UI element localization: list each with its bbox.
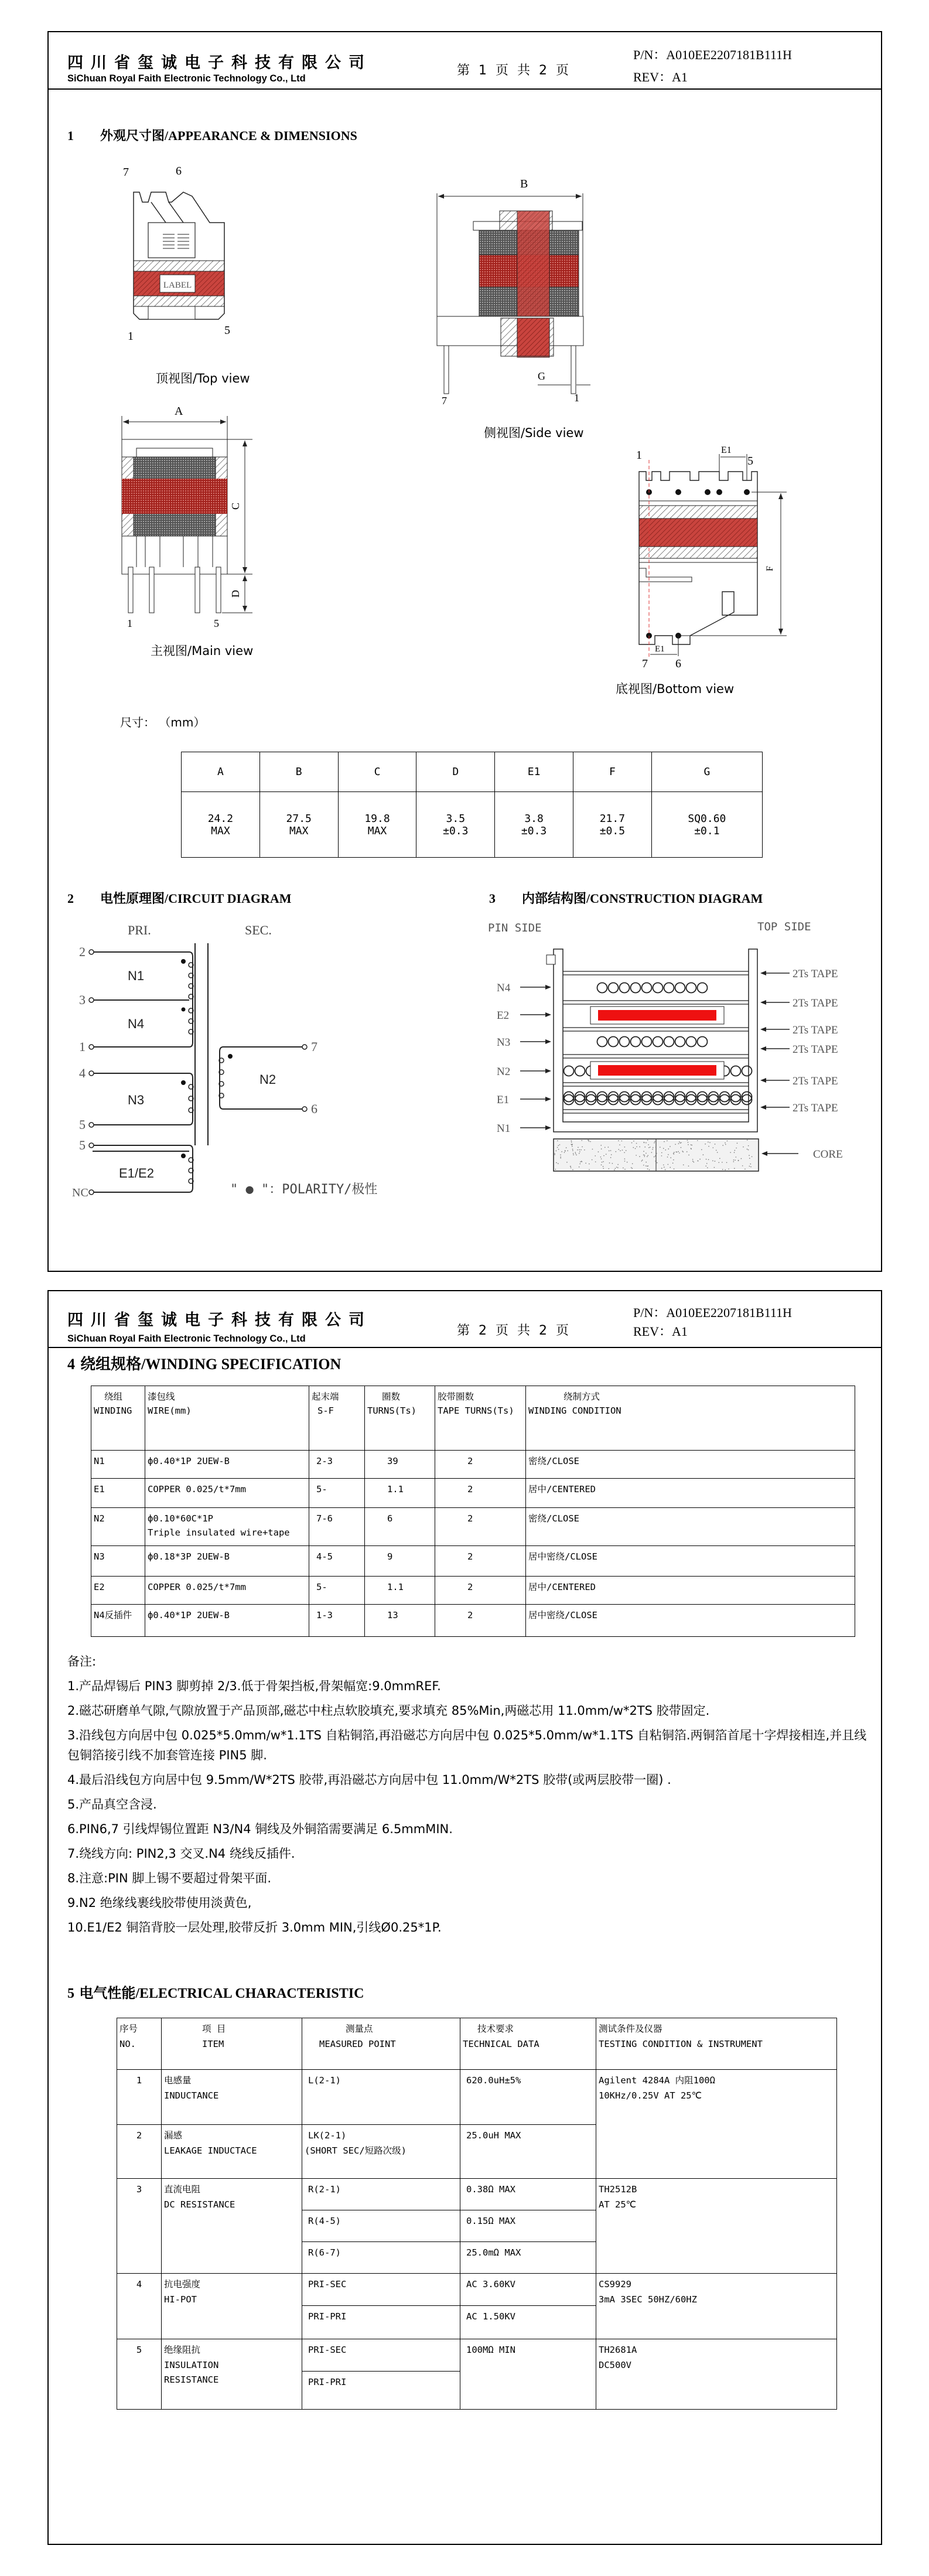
tape-turns: 2 [435,1451,526,1479]
section-title-en: /APPEARANCE & DIMENSIONS [165,128,357,143]
winding-label-e1e2: E1/E2 [119,1166,154,1180]
start-finish: 2-3 [309,1451,365,1479]
section-5-title [67,1981,364,2002]
dim-header: B [259,752,338,792]
winding-row [91,1546,855,1577]
start-finish: 5- [309,1479,365,1508]
winding-condition: 密绕/CLOSE [526,1451,855,1479]
pin-label: 1 [128,330,134,343]
column-header: 圈数 TURNS(Ts) [365,1386,435,1451]
construction-diagram [482,914,880,1172]
header-divider [49,1347,881,1348]
part-number-value: A010EE2207181B111H [666,47,792,62]
section-number: 1 [67,128,74,143]
top-view-caption: 顶视图/Top view [156,371,250,385]
start-finish: 7-6 [309,1508,365,1546]
company-name-en: SiChuan Royal Faith Electronic Technology Co., Ltd [67,73,306,84]
note-item: 1.产品焊锡后 PIN3 脚剪掉 2/3.低于骨架挡板,骨架幅宽:9.0mmREF. [67,1679,441,1694]
circuit-diagram [72,917,453,1151]
electrical-row [117,2179,837,2210]
tape-label: 2Ts TAPE [793,968,838,980]
company-name-cn: 四川省玺诚电子科技有限公司 [67,54,372,72]
dim-label-f: F [765,566,775,571]
wire-spec: ф0.40*1P 2UEW-B [145,1451,309,1479]
section-title-cn: 电性原理图 [100,892,165,906]
bottom-view-caption: 底视图/Bottom view [616,682,735,696]
section-3-title [489,889,763,907]
tape-label: 2Ts TAPE [793,1043,838,1056]
side-view-drawing [432,170,614,407]
pin-label: 3 [79,992,86,1007]
dim-value: 21.7 ±0.5 [573,792,651,858]
column-header: 测试条件及仪器 TESTING CONDITION & INSTRUMENT [596,2018,837,2070]
dim-value: 24.2 MAX [182,792,260,858]
measured-point: R(6-7) [302,2242,460,2274]
wire-spec: ф0.10*60C*1P Triple insulated wire+tape [145,1508,309,1546]
technical-data: 25.0mΩ MAX [460,2242,596,2274]
section-title-en: /CONSTRUCTION DIAGRAM [586,891,763,906]
dim-header: F [573,752,651,792]
bottom-view-pins [637,654,708,672]
measured-point: PRI-PRI [302,2372,460,2410]
start-finish: 5- [309,1577,365,1605]
winding-header-row [91,1386,855,1451]
section-1-title [67,126,357,144]
winding-condition: 居中密绕/CLOSE [526,1546,855,1577]
winding-label-n1: N1 [128,968,145,983]
column-header: 技术要求 TECHNICAL DATA [460,2018,596,2070]
measured-point: PRI-PRI [302,2306,460,2339]
electrical-row [117,2274,837,2306]
dim-label-a: A [175,405,183,418]
document-page-1 [47,31,882,1272]
pin-label: NC [72,1186,88,1199]
section-number: 3 [489,891,496,906]
section-title-cn: 电气性能 [79,1985,136,2001]
technical-data: 25.0uH MAX [460,2125,596,2179]
dim-label-g: G [538,370,545,382]
dim-header: A [182,752,260,792]
pin-label: 5 [214,617,219,629]
winding-spec-table [91,1386,855,1637]
pin-label: 7 [642,657,648,670]
winding-name: N4反插件 [91,1605,145,1637]
column-header: 胶带圈数 TAPE TURNS(Ts) [435,1386,526,1451]
section-2-title [67,889,292,907]
section-title-cn: 外观尺寸图 [100,129,165,144]
test-condition: Agilent 4284A 内阻100Ω 10KHz/0.25V AT 25℃ [596,2070,837,2179]
tape-label: 2Ts TAPE [793,1102,838,1114]
pin-label: 5 [79,1138,86,1152]
pin-label: 5 [79,1117,86,1132]
dim-label-d: D [230,590,241,598]
winding-name: N1 [91,1451,145,1479]
measured-point: PRI-SEC [302,2339,460,2372]
winding-row [91,1508,855,1546]
circuit-diagram-shield [72,1139,453,1204]
page-indicator: 第 2 页 共 2 页 [457,1323,571,1338]
note-item: 2.磁芯研磨单气隙,气隙放置于产品顶部,磁芯中柱点软胶填充,要求填充 85%Min,两磁芯用 11.0mm/w*2TS 胶带固定. [67,1704,710,1718]
technical-data: AC 1.50KV [460,2306,596,2339]
section-title-en: /CIRCUIT DIAGRAM [165,891,292,906]
part-number [633,1303,792,1321]
electrical-characteristic-table [117,2018,837,2410]
dimension-value-row [182,792,763,858]
column-header: 漆包线 WIRE(mm) [145,1386,309,1451]
section-title-en: /WINDING SPECIFICATION [141,1356,341,1373]
tape-label: 2Ts TAPE [793,1075,838,1087]
layer-label: N2 [497,1066,511,1078]
item-number: 3 [117,2179,162,2274]
measured-point: L(2-1) [302,2070,460,2125]
dim-label-b: B [520,178,528,190]
winding-row [91,1577,855,1605]
note-item: 8.注意:PIN 脚上锡不要超过骨架平面. [67,1871,272,1886]
column-header: 绕组 WINDING [91,1386,145,1451]
side-view-caption: 侧视图/Side view [484,426,584,440]
section-4-title [67,1352,341,1374]
pin-label: 6 [675,657,681,670]
column-header: 测量点 MEASURED POINT [302,2018,460,2070]
note-item: 10.E1/E2 铜箔背胶一层处理,胶带反折 3.0mm MIN,引线Ø0.25*1P. [67,1920,442,1935]
tape-turns: 2 [435,1546,526,1577]
dim-label-c: C [230,502,241,510]
turns: 1.1 [365,1479,435,1508]
winding-condition: 居中/CENTERED [526,1479,855,1508]
wire-spec: COPPER 0.025/t*7mm [145,1479,309,1508]
item-name: 电感量 INDUCTANCE [162,2070,302,2125]
pin-label: 5 [224,324,230,337]
wire-spec: ф0.40*1P 2UEW-B [145,1605,309,1637]
part-number-value: A010EE2207181B111H [666,1305,792,1320]
note-item: 9.N2 绝缘线裹线胶带使用淡黄色, [67,1896,252,1910]
item-number: 2 [117,2125,162,2179]
copper-foil-e2 [598,1010,716,1021]
item-name: 直流电阻 DC RESISTANCE [162,2179,302,2274]
layer-label: N1 [497,1122,511,1135]
part-number [633,45,792,63]
pin-label: 1 [79,1039,86,1054]
measured-point: R(4-5) [302,2210,460,2242]
turns: 39 [365,1451,435,1479]
winding-condition: 居中密绕/CLOSE [526,1605,855,1637]
copper-foil-e1 [598,1065,716,1076]
tape-turns: 2 [435,1577,526,1605]
pin-label: 6 [176,165,182,178]
turns: 1.1 [365,1577,435,1605]
layer-label: N4 [497,982,511,994]
turns: 13 [365,1605,435,1637]
dim-header: E1 [495,752,573,792]
pin-label: 7 [123,166,129,179]
pin-label: 4 [79,1066,86,1080]
header-divider [49,88,881,90]
winding-name: N3 [91,1546,145,1577]
dim-value: 27.5 MAX [259,792,338,858]
revision [633,67,688,86]
pin-label: 7 [442,395,447,407]
winding-condition: 密绕/CLOSE [526,1508,855,1546]
technical-data: AC 3.60KV [460,2274,596,2306]
item-number: 1 [117,2070,162,2125]
pin-label: 1 [574,392,579,404]
section-title-cn: 绕组规格 [80,1356,142,1373]
column-header: 绕制方式 WINDING CONDITION [526,1386,855,1451]
pin-label: 2 [79,944,86,959]
top-view-drawing [110,158,251,352]
page-indicator: 第 1 页 共 2 页 [457,63,571,78]
winding-name: N2 [91,1508,145,1546]
tape-turns: 2 [435,1479,526,1508]
dim-value: 3.8 ±0.3 [495,792,573,858]
wire-spec: COPPER 0.025/t*7mm [145,1577,309,1605]
layer-label: N3 [497,1036,511,1049]
tape-turns: 2 [435,1605,526,1637]
technical-data: 620.0uH±5% [460,2070,596,2125]
dim-value: 3.5 ±0.3 [416,792,495,858]
item-name: 绝缘阻抗 INSULATION RESISTANCE [162,2339,302,2410]
revision [633,1322,688,1339]
note-item: 7.绕线方向: PIN2,3 交叉.N4 绕线反插件. [67,1847,295,1861]
turns: 9 [365,1546,435,1577]
electrical-row [117,2070,837,2125]
note-item: 6.PIN6,7 引线焊锡位置距 N3/N4 铜线及外铜箔需要满足 6.5mmMIN. [67,1822,453,1837]
side-view-pin-1 [571,388,589,406]
technical-data: 0.38Ω MAX [460,2179,596,2210]
notes-title: 备注: [67,1654,97,1669]
section-title-cn: 内部结构图 [522,892,587,906]
test-condition: TH2512B AT 25℃ [596,2179,837,2274]
winding-name: E1 [91,1479,145,1508]
turns: 6 [365,1508,435,1546]
section-title-en: /ELECTRICAL CHARACTERISTIC [135,1986,364,2001]
column-header: 项 目 ITEM [162,2018,302,2070]
winding-condition: 居中/CENTERED [526,1577,855,1605]
winding-row [91,1479,855,1508]
pin-side-label: PIN SIDE [488,922,542,934]
item-name: 抗电强度 HI-POT [162,2274,302,2339]
polarity-note: " ● "：POLARITY/极性 [230,1182,378,1197]
item-number: 5 [117,2339,162,2410]
pri-label: PRI. [128,923,151,937]
tape-label: 2Ts TAPE [793,997,838,1009]
measured-point: R(2-1) [302,2179,460,2210]
pin-label: 1 [636,449,642,462]
dim-value: SQ0.60 ±0.1 [651,792,762,858]
layer-label: E1 [497,1094,510,1106]
dim-header: G [651,752,762,792]
document-page-2 [47,1290,882,2545]
winding-label-n3: N3 [128,1093,145,1107]
dim-header: D [416,752,495,792]
company-name-cn: 四川省玺诚电子科技有限公司 [67,1311,372,1329]
measured-point: PRI-SEC [302,2274,460,2306]
part-number-label: P/N： [633,47,667,62]
part-number-label: P/N： [633,1305,667,1320]
technical-data: 0.15Ω MAX [460,2210,596,2242]
dim-value: 19.8 MAX [338,792,416,858]
tape-turns: 2 [435,1508,526,1546]
core-label: CORE [813,1148,843,1161]
start-finish: 1-3 [309,1605,365,1637]
bottom-view-drawing [599,436,804,659]
column-header: 序号 NO. [117,2018,162,2070]
item-name: 漏感 LEAKAGE INDUCTACE [162,2125,302,2179]
section-number: 5 [67,1986,74,2001]
tape-label: 2Ts TAPE [793,1024,838,1036]
pin-label: 6 [311,1101,317,1116]
test-condition: TH2681A DC500V [596,2339,837,2410]
pin-label: 5 [747,455,753,468]
pin-label: 7 [311,1039,317,1054]
dim-label-e1-top: E1 [721,445,732,455]
layer-label: E2 [497,1009,510,1022]
revision-label: REV： [633,1324,672,1339]
notes-section [67,1652,870,1942]
dimension-unit-label: 尺寸： （mm） [120,715,206,729]
winding-row [91,1605,855,1637]
item-number: 4 [117,2274,162,2339]
top-side-label: TOP SIDE [757,920,811,933]
dim-header: C [338,752,416,792]
electrical-header-row [117,2018,837,2070]
main-view-drawing [119,398,277,627]
dim-label-e1-bottom: E1 [655,644,665,654]
label-text: LABEL [163,281,192,290]
column-header: 起末端 S-F [309,1386,365,1451]
pin-label: 1 [127,617,132,629]
section-number: 2 [67,891,74,906]
wire-spec: ф0.18*3P 2UEW-B [145,1546,309,1577]
sec-label: SEC. [245,923,272,937]
note-item: 3.沿线包方向居中包 0.025*5.0mm/w*1.1TS 自粘铜箔,再沿磁芯方向居中包 0.025*5.0mm/w*1.1TS 自粘铜箔.两铜箔首尾十字焊接相连,并且线包铜箔接引线不加套管连接 PIN5 脚. [67,1728,867,1763]
note-item: 5.产品真空含浸. [67,1797,157,1812]
measured-point: LK(2-1) (SHORT SEC/短路次级) [302,2125,460,2179]
electrical-row [117,2339,837,2372]
start-finish: 4-5 [309,1546,365,1577]
winding-row [91,1451,855,1479]
section-number: 4 [67,1356,75,1373]
main-view-caption: 主视图/Main view [151,644,254,658]
revision-value: A1 [672,70,688,84]
note-item: 4.最后沿线包方向居中包 9.5mm/W*2TS 胶带,再沿磁芯方向居中包 11.0mm/W*2TS 胶带(或两层胶带一圈) . [67,1773,671,1787]
test-condition: CS9929 3mA 3SEC 50HZ/60HZ [596,2274,837,2339]
revision-value: A1 [672,1324,688,1339]
winding-label-n4: N4 [128,1016,145,1031]
winding-label-n2: N2 [259,1072,276,1087]
dimension-table [181,752,763,858]
company-name-en: SiChuan Royal Faith Electronic Technology Co., Ltd [67,1333,306,1344]
technical-data: 100MΩ MIN [460,2339,596,2410]
winding-name: E2 [91,1577,145,1605]
revision-label: REV： [633,70,672,84]
dimension-header-row [182,752,763,792]
